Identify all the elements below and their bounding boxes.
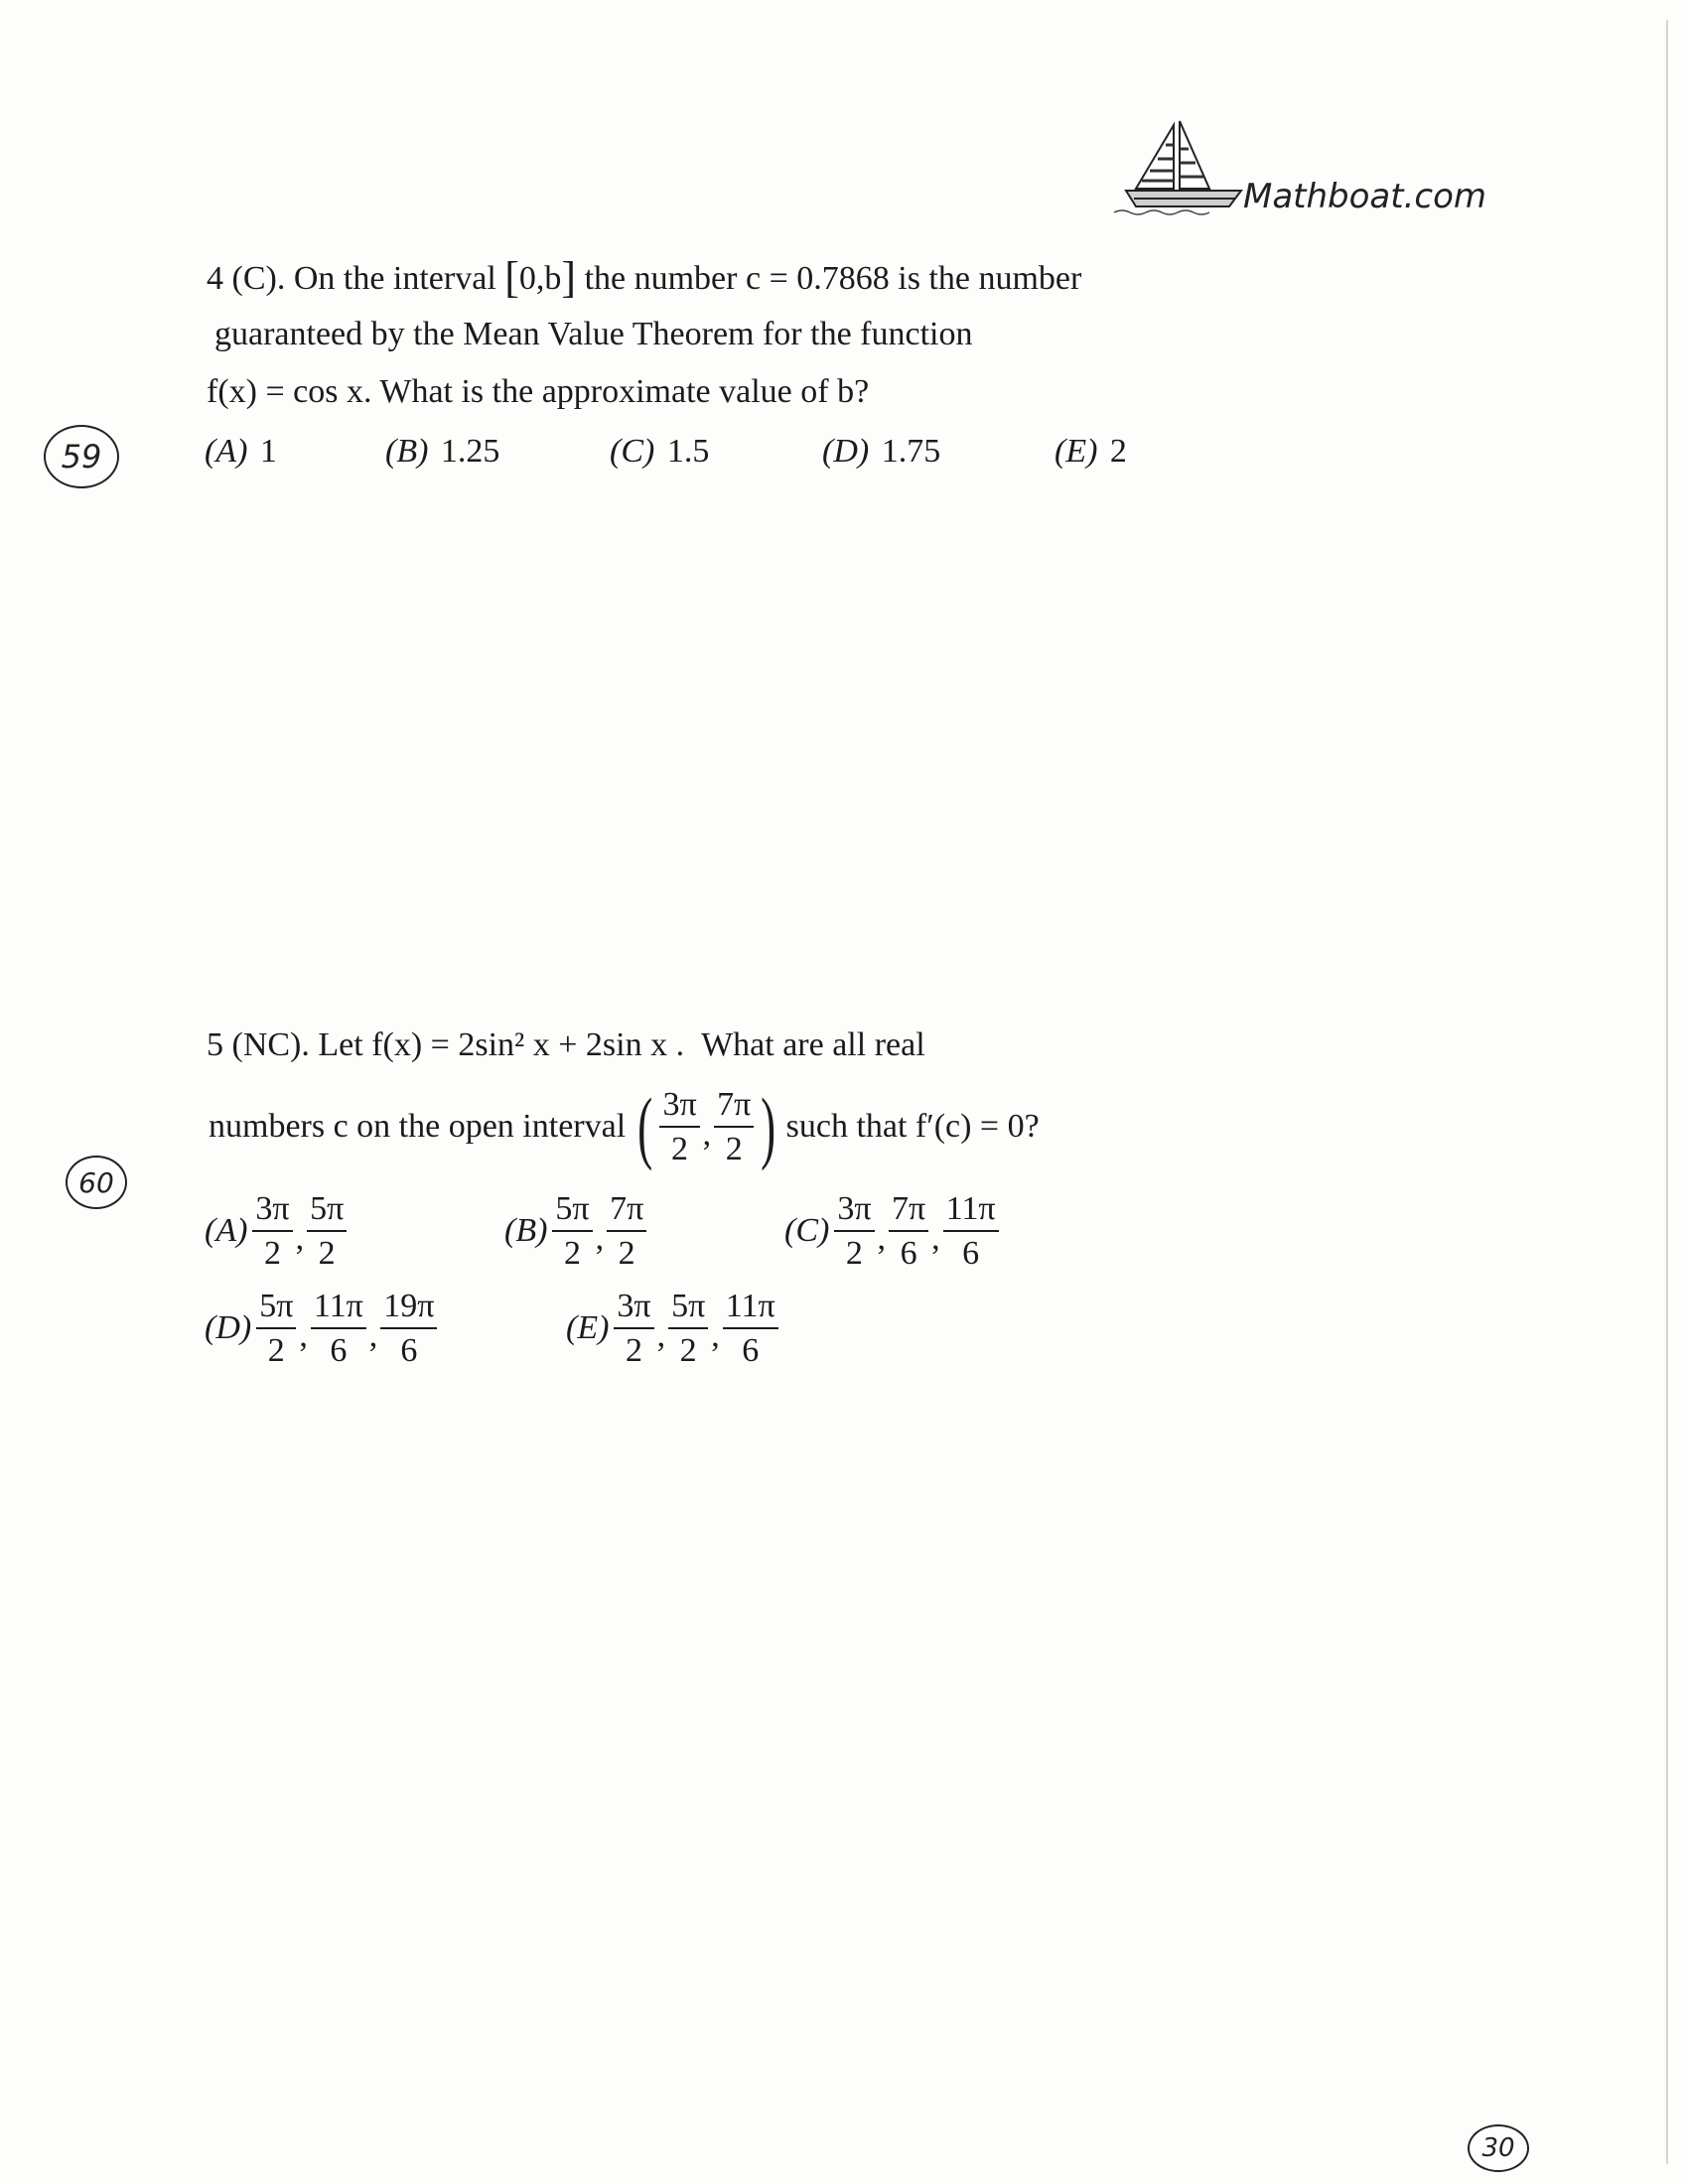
q5-choice-d-label: (D)	[205, 1309, 252, 1347]
q5-choice-b-label: (B)	[504, 1212, 548, 1250]
q5-choice-c-frac-1	[834, 1191, 874, 1271]
comma: ,	[931, 1220, 940, 1258]
header-logo	[1112, 117, 1251, 216]
q5-choice-d-frac-1	[256, 1289, 296, 1368]
frac-numerator: 19π	[380, 1289, 437, 1329]
comma: ,	[299, 1317, 308, 1355]
q5-paren-close: )	[761, 1081, 776, 1171]
frac-denominator: 2	[318, 1234, 336, 1272]
frac-denominator: 2	[264, 1234, 281, 1272]
q5-circled-number: 60	[66, 1156, 127, 1209]
q5-interval-b-num: 7π	[714, 1087, 754, 1128]
frac-numerator: 7π	[889, 1191, 928, 1232]
q5-choice-e-frac-1	[614, 1289, 653, 1368]
frac-numerator: 3π	[614, 1289, 653, 1329]
q4-function: f(x) = cos x.	[207, 373, 372, 410]
q5-interval-frac-a	[659, 1087, 699, 1166]
frac-numerator: 5π	[256, 1289, 296, 1329]
q4-choice-a-label: (A)	[205, 433, 248, 470]
q4-interval: 0,b	[518, 260, 562, 297]
q5-choice-a-label: (A)	[205, 1212, 248, 1250]
q5-choice-c-frac-3	[943, 1191, 999, 1271]
q5-choice-d	[205, 1289, 438, 1368]
frac-numerator: 5π	[668, 1289, 708, 1329]
q5-function: f(x) = 2sin² x + 2sin x .	[371, 1026, 685, 1063]
frac-numerator: 11π	[723, 1289, 778, 1329]
frac-numerator: 5π	[552, 1191, 592, 1232]
q4-bracket-open: [	[504, 253, 519, 302]
q4-choice-c	[610, 435, 709, 469]
q4-text-b: the number	[584, 260, 738, 297]
q4-text-a: On the interval	[293, 260, 496, 297]
q4-choice-b-value: 1.25	[440, 433, 500, 470]
q5-choice-c-frac-2	[889, 1191, 928, 1271]
sailboat-icon	[1112, 117, 1251, 216]
q4-choice-b	[385, 435, 499, 469]
frac-denominator: 2	[845, 1234, 863, 1272]
q5-choice-c	[784, 1191, 1000, 1271]
q5-interval-a-den: 2	[671, 1130, 689, 1167]
q5-line2-text: numbers c on the open interval	[209, 1108, 627, 1145]
q5-what: What are all real	[701, 1026, 925, 1063]
q4-bracket-close: ]	[561, 253, 577, 302]
q5-choice-c-label: (C)	[784, 1212, 830, 1250]
q5-choice-a-frac-1	[252, 1191, 292, 1271]
q4-line3	[207, 375, 869, 409]
q4-choice-d	[822, 435, 940, 469]
q4-choice-e-label: (E)	[1055, 433, 1098, 470]
q4-line1	[207, 253, 1082, 302]
frac-numerator: 3π	[834, 1191, 874, 1232]
scan-edge-line	[1666, 20, 1668, 2164]
q5-choice-e-frac-2	[668, 1289, 708, 1368]
page-number: 30	[1468, 2124, 1529, 2172]
q4-choice-a-value: 1	[259, 433, 277, 470]
frac-denominator: 2	[267, 1331, 285, 1369]
q4-question: What is the approximate value of b?	[379, 373, 870, 410]
frac-denominator: 6	[962, 1234, 980, 1272]
frac-denominator: 6	[400, 1331, 418, 1369]
q4-label: 4 (C).	[207, 260, 286, 297]
frac-denominator: 6	[900, 1234, 917, 1272]
q4-c-value: c = 0.7868	[745, 260, 890, 297]
comma: ,	[368, 1317, 378, 1355]
frac-numerator: 11π	[943, 1191, 999, 1232]
frac-denominator: 2	[679, 1331, 697, 1369]
comma: ,	[295, 1220, 305, 1258]
q4-choice-e	[1055, 435, 1127, 469]
q5-interval-comma: ,	[702, 1116, 712, 1153]
comma: ,	[656, 1317, 666, 1355]
q4-line2: guaranteed by the Mean Value Theorem for the function	[214, 316, 973, 352]
q5-choice-d-frac-2	[311, 1289, 366, 1368]
frac-denominator: 6	[330, 1331, 348, 1369]
frac-denominator: 6	[742, 1331, 760, 1369]
q5-let: Let	[318, 1026, 363, 1063]
frac-denominator: 2	[626, 1331, 642, 1369]
q5-interval-b-den: 2	[725, 1130, 743, 1167]
q5-choice-b-frac-1	[552, 1191, 592, 1271]
q5-interval-a-num: 3π	[659, 1087, 699, 1128]
q4-text-c: is the number	[898, 260, 1082, 297]
q4-choice-c-value: 1.5	[666, 433, 710, 470]
comma: ,	[595, 1220, 605, 1258]
q5-choice-e-frac-3	[723, 1289, 778, 1368]
q5-choice-b	[504, 1191, 647, 1271]
q5-choice-a	[205, 1191, 348, 1271]
q5-label: 5 (NC).	[207, 1026, 310, 1063]
q4-choice-d-value: 1.75	[881, 433, 941, 470]
comma: ,	[877, 1220, 886, 1258]
frac-numerator: 3π	[252, 1191, 292, 1232]
q5-line1	[207, 1028, 925, 1062]
q4-choice-e-value: 2	[1109, 433, 1127, 470]
q4-choice-a	[205, 435, 277, 469]
frac-numerator: 11π	[311, 1289, 366, 1329]
q5-choice-e	[566, 1289, 779, 1368]
frac-denominator: 2	[564, 1234, 581, 1272]
q4-choice-d-label: (D)	[822, 433, 870, 470]
q5-such-that: such that f′(c) = 0?	[785, 1108, 1040, 1145]
q5-choice-a-frac-2	[307, 1191, 347, 1271]
q5-choice-d-frac-3	[380, 1289, 437, 1368]
q5-choice-e-label: (E)	[566, 1309, 610, 1347]
frac-numerator: 7π	[607, 1191, 646, 1232]
q4-choice-c-label: (C)	[610, 433, 655, 470]
comma: ,	[711, 1317, 720, 1355]
q5-line2	[209, 1081, 1040, 1171]
frac-denominator: 2	[618, 1234, 635, 1272]
q4-choice-b-label: (B)	[385, 433, 429, 470]
q5-interval-frac-b	[714, 1087, 754, 1166]
frac-numerator: 5π	[307, 1191, 347, 1232]
q4-circled-number: 59	[44, 425, 119, 488]
q5-paren-open: (	[637, 1081, 653, 1171]
site-name: Mathboat.com	[1243, 177, 1487, 216]
q5-choice-b-frac-2	[607, 1191, 646, 1271]
